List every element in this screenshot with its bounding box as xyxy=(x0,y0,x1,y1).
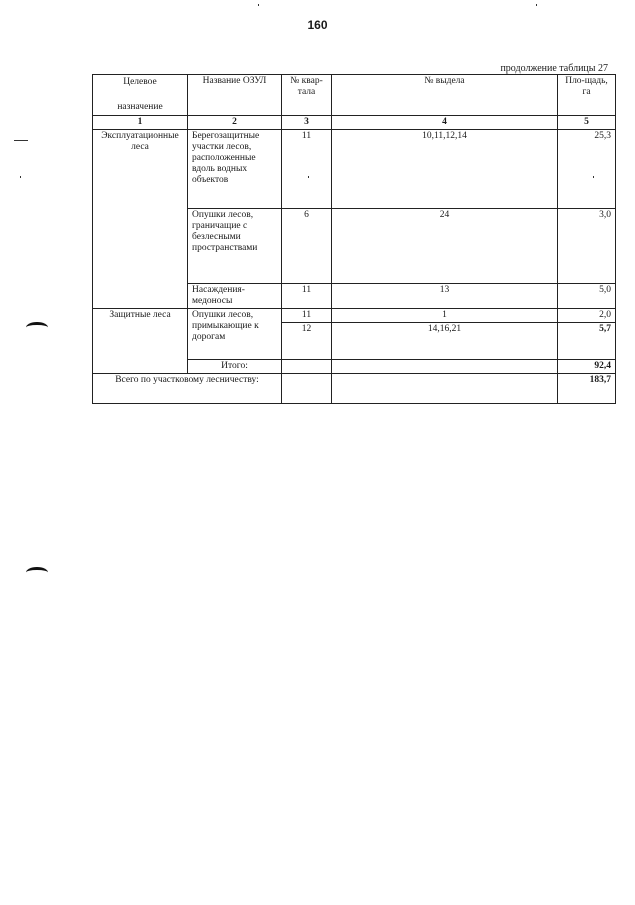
purpose-cell: Эксплуатационные леса xyxy=(93,130,188,309)
empty-cell xyxy=(332,360,558,374)
empty-cell xyxy=(282,360,332,374)
column-number-row xyxy=(93,116,616,130)
allotment-cell: 13 xyxy=(332,284,558,309)
empty-cell xyxy=(332,374,558,404)
continuation-caption: продолжение таблицы 27 xyxy=(500,63,608,74)
scan-mark xyxy=(26,322,48,333)
header-allotment: № выдела xyxy=(332,75,558,116)
header-ozul: Название ОЗУЛ xyxy=(188,75,282,116)
scan-speck xyxy=(536,4,537,6)
quarter-cell: 6 xyxy=(282,209,332,284)
column-number: 4 xyxy=(332,116,558,130)
scan-speck xyxy=(20,176,21,178)
total-area: 183,7 xyxy=(558,374,616,404)
quarter-cell: 12 xyxy=(282,323,332,360)
ozul-cell: Опушки лесов, примыкающие к дорогам xyxy=(188,309,282,360)
quarter-cell: 11 xyxy=(282,309,332,323)
subtotal-area: 92,4 xyxy=(558,360,616,374)
column-number: 5 xyxy=(558,116,616,130)
ozul-cell: Опушки лесов, граничащие с безлесными пространствами xyxy=(188,209,282,284)
table-row xyxy=(93,130,616,209)
allotment-cell: 14,16,21 xyxy=(332,323,558,360)
header-purpose xyxy=(93,75,188,116)
header-purpose-line1: Целевое xyxy=(123,77,157,87)
column-number: 3 xyxy=(282,116,332,130)
table-row xyxy=(93,309,616,323)
allotment-cell: 10,11,12,14 xyxy=(332,130,558,209)
allotment-cell: 1 xyxy=(332,309,558,323)
header-purpose-line2: назначение xyxy=(117,102,163,112)
empty-cell xyxy=(282,374,332,404)
ozul-cell: Берегозащитные участки лесов, расположенные вдоль водных объектов xyxy=(188,130,282,209)
subtotal-label: Итого: xyxy=(188,360,282,374)
table-header-row xyxy=(93,75,616,116)
area-cell: 5,0 xyxy=(558,284,616,309)
total-row xyxy=(93,374,616,404)
ozul-cell: Насаждения-медоносы xyxy=(188,284,282,309)
area-cell: 3,0 xyxy=(558,209,616,284)
area-cell: 25,3 xyxy=(558,130,616,209)
purpose-cell: Защитные леса xyxy=(93,309,188,374)
scan-speck xyxy=(258,4,259,6)
scan-speck xyxy=(308,176,309,178)
allotment-cell: 24 xyxy=(332,209,558,284)
area-cell: 5,7 xyxy=(558,323,616,360)
header-quarter: № квар-тала xyxy=(282,75,332,116)
area-cell: 2,0 xyxy=(558,309,616,323)
column-number: 1 xyxy=(93,116,188,130)
scan-speck xyxy=(14,140,28,141)
forest-zones-table xyxy=(92,74,616,404)
total-label: Всего по участковому лесничеству: xyxy=(93,374,282,404)
scan-speck xyxy=(593,176,594,178)
column-number: 2 xyxy=(188,116,282,130)
quarter-cell: 11 xyxy=(282,130,332,209)
quarter-cell: 11 xyxy=(282,284,332,309)
scan-mark xyxy=(26,567,48,578)
header-area: Пло-щадь, га xyxy=(558,75,616,116)
page-number: 160 xyxy=(307,18,328,32)
